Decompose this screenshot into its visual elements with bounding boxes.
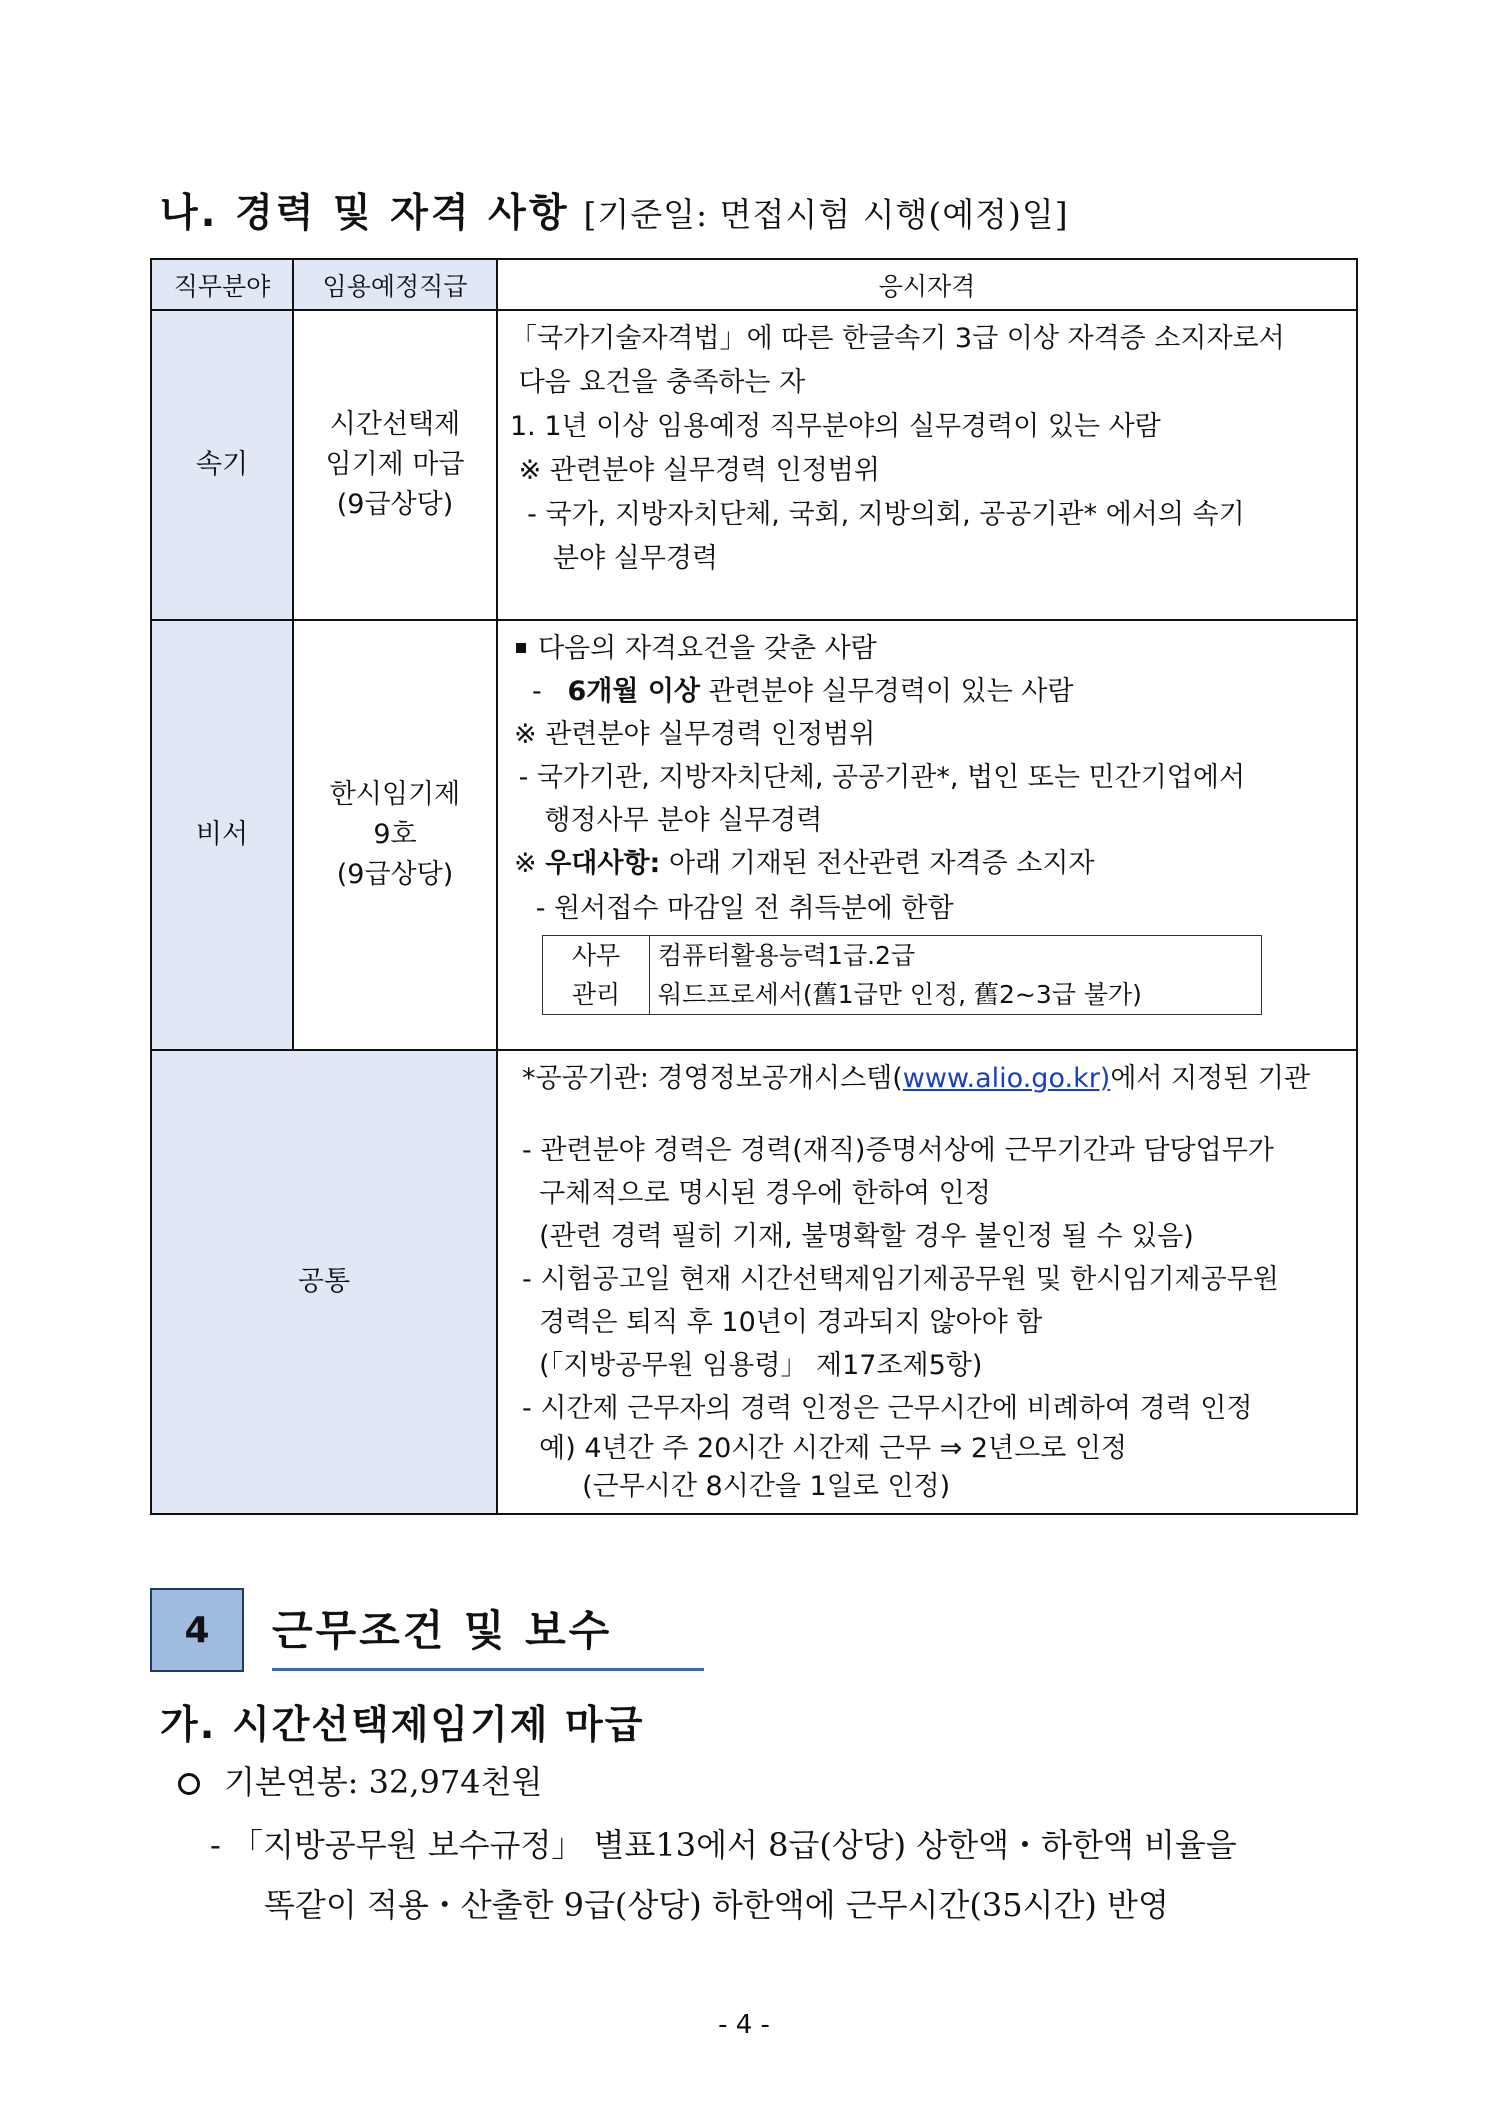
salary-text: 기본연봉: 32,974천원 — [224, 1763, 543, 1801]
header-field: 직무분야 — [151, 259, 293, 310]
common-line: - 시험공고일 현재 시간선택제임기제공무원 및 한시임기제공무원 — [522, 1264, 1279, 1295]
common-line: - 시간제 근무자의 경력 인정은 근무시간에 비례하여 경력 인정 — [522, 1393, 1253, 1424]
section-4-title: 근무조건 및 보수 — [272, 1606, 613, 1655]
common-line: (「지방공무원 임용령」 제17조제5항) — [522, 1350, 983, 1381]
grade-line: (9급상당) — [336, 489, 454, 520]
table-row-common — [151, 1050, 1357, 1514]
subsection-heading: 가. 시간선택제임기제 마급 — [160, 1703, 645, 1748]
common-line: (관련 경력 필히 기재, 불명확할 경우 불인정 될 수 있음) — [522, 1221, 1194, 1252]
scope-title: ※ 관련분야 실무경력 인정범위 — [514, 719, 876, 750]
qualification-cell — [497, 620, 1357, 1050]
grade-line: 9호 — [373, 819, 417, 850]
reference-date-note: [기준일: 면접시험 시행(예정)일] — [583, 195, 1069, 234]
grade-cell — [293, 620, 497, 1050]
common-line: - 관련분야 경력은 경력(재직)증명서상에 근무기간과 담당업무가 — [522, 1135, 1274, 1166]
preference-text: 아래 기재된 전산관련 자격증 소지자 — [660, 848, 1095, 879]
table-row-secretary — [151, 620, 1357, 1050]
bullet-text: 다음의 자격요건을 갖춘 사람 — [538, 633, 877, 664]
grade-line: (9급상당) — [336, 859, 454, 890]
qualification-line: 다음 요건을 충족하는 자 — [510, 367, 806, 398]
square-bullet-icon — [516, 643, 526, 653]
qualification-line: 분야 실무경력 — [510, 543, 718, 574]
experience-line — [510, 670, 1348, 713]
common-line: 경력은 퇴직 후 10년이 경과되지 않아야 함 — [522, 1307, 1043, 1338]
grade-line: 시간선택제 — [329, 409, 461, 440]
preference-note: - 원서접수 마감일 전 취득분에 한함 — [510, 893, 954, 924]
certificate-category — [543, 936, 650, 1015]
section-4-underline — [272, 1668, 704, 1671]
common-line: 구체적으로 명시된 경우에 한하여 인정 — [522, 1178, 991, 1209]
experience-period: 6개월 이상 — [567, 676, 701, 707]
qualification-bullet — [510, 627, 1348, 670]
table-row-stenography — [151, 310, 1357, 620]
salary-detail-line: 똑같이 적용・산출한 9급(상당) 하한액에 근무시간(35시간) 반영 — [264, 1886, 1169, 1924]
header-qualification: 응시자격 — [497, 259, 1357, 310]
salary-bullet — [178, 1757, 542, 1803]
field-cell-common: 공통 — [151, 1050, 497, 1514]
qualification-line: - 국가, 지방자치단체, 국회, 지방의회, 공공기관* 에서의 속기 — [510, 499, 1245, 530]
common-line: 예) 4년간 주 20시간 시간제 근무 ⇒ 2년으로 인정 — [522, 1433, 1128, 1464]
table-header-row — [151, 259, 1357, 310]
certificate-item: 컴퓨터활용능력1급.2급 — [650, 936, 1262, 976]
qualification-line: 1. 1년 이상 임용예정 직무분야의 실무경력이 있는 사람 — [510, 411, 1161, 442]
page-number: - 4 - — [718, 2010, 770, 2040]
preference-mark: ※ — [514, 848, 546, 879]
certificate-table — [542, 935, 1262, 1015]
dash: - — [532, 676, 542, 707]
qualifications-table — [150, 258, 1358, 1515]
certificate-item: 워드프로세서(舊1급만 인정, 舊2~3급 불가) — [650, 975, 1262, 1015]
experience-text: 관련분야 실무경력이 있는 사람 — [700, 676, 1074, 707]
section-heading — [160, 182, 1069, 238]
agency-prefix: *공공기관: 경영정보공개시스템( — [522, 1063, 903, 1094]
category-line: 관리 — [571, 980, 621, 1009]
agency-suffix: 에서 지정된 기관 — [1110, 1063, 1311, 1094]
grade-line: 한시임기제 — [329, 779, 461, 810]
qualification-line: ※ 관련분야 실무경력 인정범위 — [510, 455, 880, 486]
scope-line: 행정사무 분야 실무경력 — [510, 805, 823, 836]
preference-label: 우대사항: — [545, 848, 661, 879]
category-line: 사무 — [571, 941, 621, 970]
grade-line: 임기제 마급 — [325, 449, 465, 480]
field-cell: 속기 — [151, 310, 293, 620]
agency-note — [510, 1057, 1348, 1101]
qualification-cell — [497, 1050, 1357, 1514]
qualification-cell — [497, 310, 1357, 620]
alio-link[interactable]: www.alio.go.kr) — [902, 1063, 1111, 1094]
salary-detail-line: - 「지방공무원 보수규정」 별표13에서 8급(상당) 상한액・하한액 비율을 — [210, 1826, 1237, 1864]
field-cell: 비서 — [151, 620, 293, 1050]
scope-line: - 국가기관, 지방자치단체, 공공기관*, 법인 또는 민간기업에서 — [510, 762, 1246, 793]
common-line: (근무시간 8시간을 1일로 인정) — [522, 1471, 951, 1502]
header-grade: 임용예정직급 — [293, 259, 497, 310]
qualification-line: 「국가기술자격법」에 따른 한글속기 3급 이상 자격증 소지자로서 — [510, 323, 1285, 354]
grade-cell — [293, 310, 497, 620]
section-title: 나. 경력 및 자격 사항 — [160, 191, 570, 236]
section-number-box: 4 — [150, 1588, 244, 1672]
preference-line — [510, 842, 1348, 885]
circle-bullet-icon — [178, 1773, 200, 1795]
